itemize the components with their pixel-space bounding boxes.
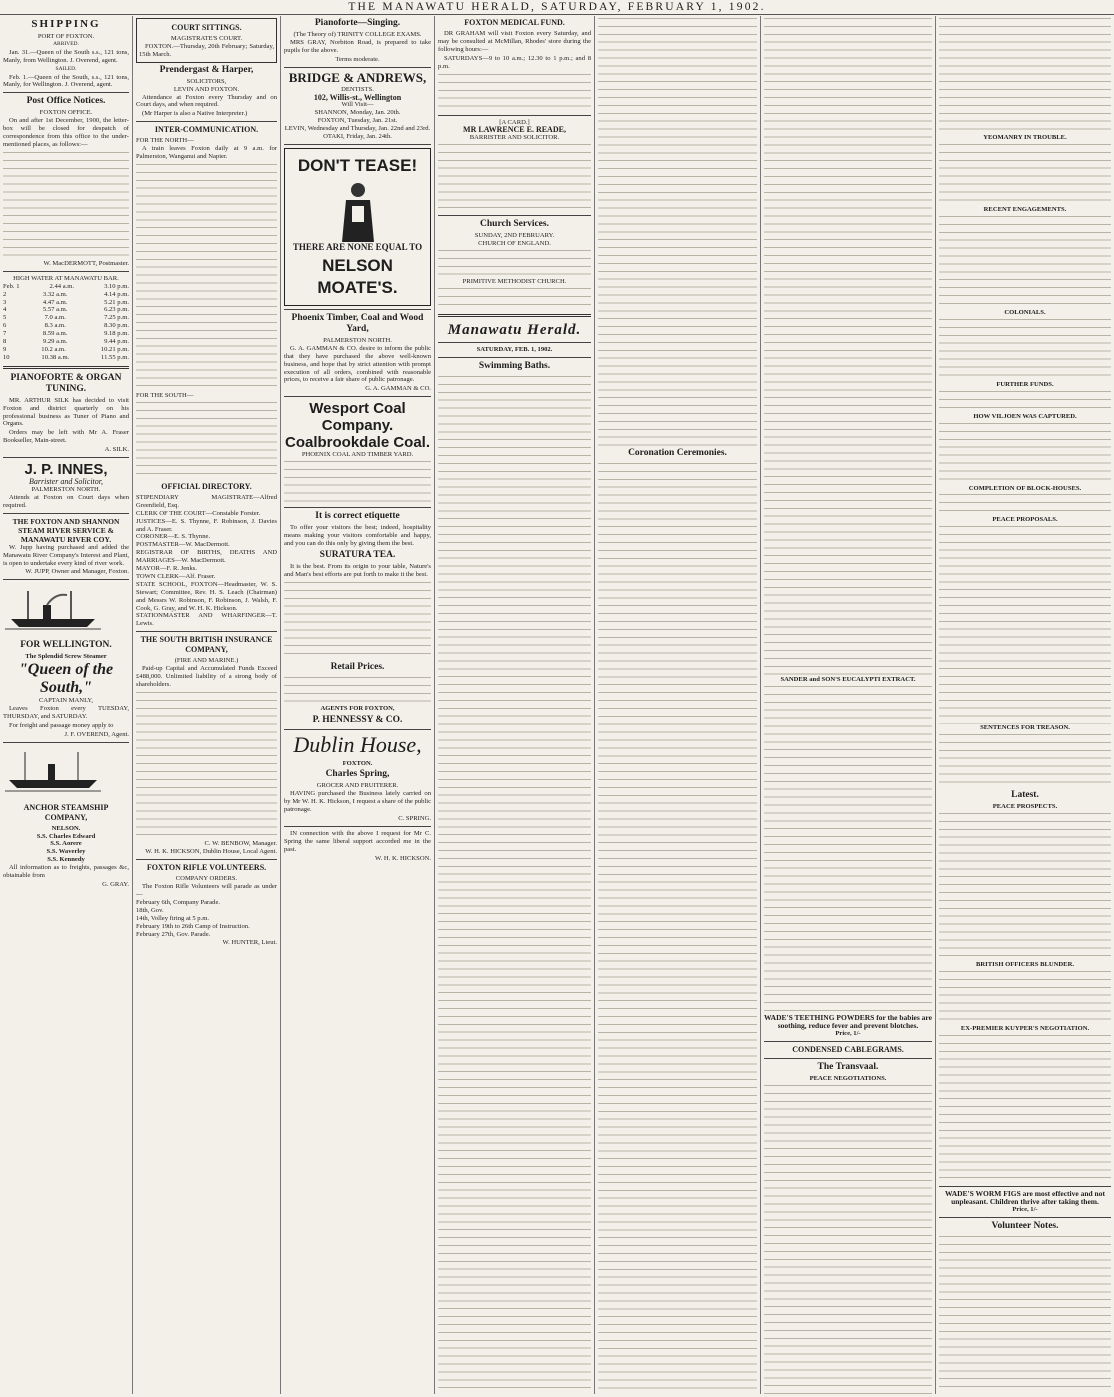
prendergast-heading: Prendergast & Harper, <box>159 64 254 75</box>
visit-entry: FOXTON, Tuesday, Jan. 21st. <box>317 117 398 125</box>
herald-date: SATURDAY, FEB. 1, 1902. <box>476 345 553 353</box>
tide-row <box>3 346 129 354</box>
tide-cell: 9.18 p.m. <box>104 330 129 338</box>
tide-row <box>3 338 129 346</box>
body-text-lines <box>764 16 932 676</box>
tide-cell: 5.21 p.m. <box>104 298 129 306</box>
innes-role: Barrister and Solicitor, <box>28 477 103 487</box>
sentences-heading: SENTENCES FOR TREASON. <box>980 724 1070 732</box>
bridge-andrews-heading: BRIDGE & ANDREWS, <box>288 69 427 85</box>
body-text-lines <box>939 732 1111 788</box>
ship-name: S.S. Kennedy <box>47 856 85 864</box>
tide-cell: 2.44 a.m. <box>49 282 75 290</box>
steam-service-text: W. Jupp having purchased and added the Manawatu River Company's Interest and Plant, is open to undertake every kind of river work. <box>3 543 129 567</box>
pianoforte-text: MRS GRAY, Norbiton Road, is prepared to take pupils for the above. <box>284 38 431 54</box>
card-label: [A CARD.] <box>499 118 530 126</box>
volunteer-notes-heading: Volunteer Notes. <box>991 1220 1059 1231</box>
steam-service-heading: THE FOXTON AND SHANNON STEAM RIVER SERVICE & MANAWATU RIVER COY. <box>12 516 120 544</box>
body-text-lines <box>939 389 1111 413</box>
visit-entry: LEVIN, Wednesday and Thursday, Jan. 22nd and 23rd. <box>284 125 431 133</box>
innes-place: PALMERSTON NORTH. <box>31 486 101 493</box>
dublin-house-heading: Dublin House, <box>293 731 422 757</box>
rifle-volunteers-heading: FOXTON RIFLE VOLUNTEERS. <box>146 862 267 872</box>
agents-label: AGENTS FOR FOXTON, <box>320 704 395 712</box>
viljoen-heading: HOW VILJOEN WAS CAPTURED. <box>973 412 1077 420</box>
column-2 <box>133 16 280 1394</box>
etiquette-text: To offer your visitors the best; indeed, hospitality means making your visitors comfortable and happy, and you can do this only by giving them the best. <box>284 524 431 547</box>
steamship-illustration <box>3 587 103 631</box>
body-text-lines <box>284 580 431 660</box>
insurance-heading: THE SOUTH BRITISH INSURANCE COMPANY, <box>140 635 273 655</box>
tide-cell: 3.10 p.m. <box>104 282 129 290</box>
queen-of-the-south: "Queen of the South," <box>18 661 114 697</box>
tide-cell: 10 <box>3 353 10 361</box>
body-text-lines <box>438 374 591 1394</box>
steamer-label: The Splendid Screw Steamer <box>25 653 107 661</box>
body-text-lines <box>284 459 431 504</box>
page-masthead: THE MANAWATU HERALD, SATURDAY, FEBRUARY 1, 1902. <box>0 0 1114 15</box>
nelson-moate-title: NELSON MOATE'S. <box>317 255 398 297</box>
wade-price: Price, 1/- <box>835 1029 861 1037</box>
peace-prospects-heading: PEACE PROSPECTS. <box>992 803 1058 811</box>
tide-row <box>3 322 129 330</box>
figure-illustration <box>336 180 380 244</box>
tide-row <box>3 314 129 322</box>
column-1 <box>0 16 132 1394</box>
official-directory-heading: OFFICIAL DIRECTORY. <box>161 481 252 491</box>
church-date: SUNDAY, 2ND FEBRUARY. <box>474 232 555 240</box>
tide-row <box>3 330 129 338</box>
inter-communication-heading: INTER-COMMUNICATION. <box>154 125 259 135</box>
south-label: FOR THE SOUTH— <box>136 391 194 399</box>
body-text-lines <box>764 684 932 1014</box>
column-3 <box>281 16 434 1394</box>
directory-entry: STIPENDIARY MAGISTRATE—Alfred Greenfield, Esq. <box>136 493 277 509</box>
prendergast-place: LEVIN AND FOXTON. <box>173 85 240 93</box>
tide-row <box>3 354 129 362</box>
swimming-baths-heading: Swimming Baths. <box>478 360 551 371</box>
body-text-lines <box>939 1234 1111 1394</box>
body-text-lines <box>136 400 277 480</box>
tide-table <box>3 283 129 362</box>
dont-tease-title: DON'T TEASE! <box>297 155 418 175</box>
none-equal-text: THERE ARE NONE EQUAL TO <box>292 241 423 252</box>
colonials-heading: COLONIALS. <box>1004 308 1046 316</box>
wesport-heading: Wesport Coal Company. <box>309 400 406 435</box>
bridge-address: 102, Willis-st., Wellington <box>313 92 402 102</box>
will-visit-label: Will Visit— <box>341 101 374 109</box>
tide-cell: 5 <box>3 314 7 322</box>
column-7 <box>936 16 1114 1394</box>
dentists-label: DENTISTS. <box>341 85 374 93</box>
hunter-sign: W. HUNTER, Lieut. <box>222 938 277 946</box>
north-text: A train leaves Foxton daily at 9 a.m. for Palmerston, Wanganui and Napier. <box>136 145 277 161</box>
tide-cell: 7 <box>3 330 7 338</box>
body-text-lines <box>598 461 757 1394</box>
sailing-schedule: Leaves Foxton every TUESDAY, THURSDAY, and SATURDAY. <box>3 705 129 720</box>
tide-cell: 9 <box>3 345 7 353</box>
cablegrams-heading: CONDENSED CABLEGRAMS. <box>792 1044 904 1054</box>
body-text-lines <box>939 16 1111 134</box>
tide-cell: 8.59 a.m. <box>42 330 68 338</box>
prendergast-note: (Mr Harper is also a Native Interpreter.) <box>142 110 248 118</box>
pianoforte-singing-heading: Pianoforte—Singing. <box>314 18 401 28</box>
body-text-lines <box>136 162 277 392</box>
tide-cell: 3.32 a.m. <box>42 290 68 298</box>
suratura-text: It is the best. From its origin to your table, Nature's and Man's best efforts are put forth to make it the best. <box>284 562 431 578</box>
innes-text: Attends at Foxton on Court days when required. <box>3 493 129 509</box>
piano-tuning-heading: PIANOFORTE & ORGAN TUNING. <box>10 372 122 394</box>
north-label: FOR THE NORTH— <box>136 137 194 145</box>
spring-trade: GROCER AND FRUITERER. <box>316 782 399 790</box>
body-text-lines <box>438 286 591 310</box>
hennessy-label: P. HENNESSY & CO. <box>312 714 403 725</box>
innes-name: J. P. INNES, <box>24 461 108 479</box>
phoenix-text: G. A. GAMMAN & CO. desire to inform the public that they have purchased the above well-known business, and hope that by strict attention with prompt execution of all orders, combined with reasonable prices, to receive a fair share of public patronage. <box>284 344 431 384</box>
hickson-sign: W. H. K. HICKSON. <box>375 854 431 862</box>
tide-cell: 8.3 a.m. <box>44 322 66 330</box>
for-wellington-heading: FOR WELLINGTON. <box>20 640 112 651</box>
port-label: PORT OF FOXTON. <box>37 33 95 40</box>
yeomanry-heading: YEOMANRY IN TROUBLE. <box>983 134 1067 141</box>
anchor-text: All information as to freights, passages &c, obtainable from <box>3 864 129 880</box>
rifle-date: February 6th, Company Parade. <box>136 899 221 907</box>
directory-entry: TOWN CLERK—Alf. Fraser. <box>136 572 216 580</box>
body-text-lines <box>136 690 277 840</box>
directory-entry: CORONER—E. S. Thynne. <box>136 533 211 541</box>
tide-cell: 11.55 p.m. <box>101 353 129 361</box>
body-text-lines <box>939 214 1111 309</box>
tide-cell: 5.57 a.m. <box>42 306 68 314</box>
tide-cell: 3 <box>3 298 7 306</box>
post-office-text: On and after 1st December, 1900, the letter-box will be closed for despatch of correspondence from this office to the under-mentioned places, as follows:— <box>3 117 129 148</box>
freight-text: For freight and passage money apply to <box>9 721 114 729</box>
insurance-manager: C. W. BENBOW, Manager. <box>204 839 277 847</box>
tide-cell: 6 <box>3 322 7 330</box>
rifle-date: 18th, Gov. <box>136 907 164 915</box>
peace-negotiations-heading: PEACE NEGOTIATIONS. <box>809 1074 887 1082</box>
sanders-heading: SANDER and SON'S EUCALYPTI EXTRACT. <box>780 676 916 683</box>
tide-cell: 2 <box>3 290 7 298</box>
reade-role: BARRISTER AND SOLICITOR. <box>469 134 560 142</box>
insurance-sub: (FIRE AND MARINE.) <box>174 657 239 665</box>
rifle-date: February 19th to 26th Camp of Instruction. <box>136 923 250 931</box>
directory-entry: MAYOR—F. R. Jenks. <box>136 565 197 573</box>
court-sub: MAGISTRATE'S COURT. <box>170 35 243 42</box>
ship-name: S.S. Waverley <box>46 848 86 856</box>
tide-cell: 7.25 p.m. <box>104 314 129 322</box>
body-text-lines <box>939 969 1111 1025</box>
overend-sign: J. F. OVEREND, Agent. <box>64 730 129 738</box>
rifle-date: 14th, Volley firing at 5 p.m. <box>136 915 210 923</box>
spring-sign: C. SPRING. <box>398 815 431 823</box>
column-5 <box>595 16 760 1394</box>
ship-name: S.S. Aorere <box>50 840 82 848</box>
reade-name: MR LAWRENCE E. READE, <box>463 125 566 135</box>
wade-teething-ad: WADE'S TEETHING POWDERS for the babies are soothing, reduce fever and prevent blotches. <box>764 1012 932 1030</box>
pianoforte-sub: (The Theory of) TRINITY COLLEGE EXAMS. <box>293 31 422 38</box>
visit-list <box>284 109 431 141</box>
arrived-label: ARRIVED. <box>53 40 79 47</box>
terms-label: Terms moderate. <box>335 55 380 63</box>
body-text-lines <box>438 142 591 212</box>
piano-tuning-order: Orders may be left with Mr A. Fraser Bookseller, Main-street. <box>3 429 129 445</box>
retail-prices-heading: Retail Prices. <box>330 661 385 672</box>
hickson-text: IN connection with the above I request for Mr C. Spring the same liberal support accorded me in the past. <box>284 830 431 853</box>
tide-row <box>3 306 129 314</box>
visit-entry: OTAKI, Friday, Jan. 24th. <box>323 133 392 141</box>
tide-row <box>3 283 129 291</box>
body-text-lines <box>3 150 129 260</box>
further-funds-heading: FURTHER FUNDS. <box>996 380 1054 388</box>
tide-cell: Feb. 1 <box>3 282 20 290</box>
transvaal-heading: The Transvaal. <box>817 1061 879 1072</box>
tide-cell: 8 <box>3 338 7 346</box>
worm-figs-ad: WADE'S WORM FIGS are most effective and not unpleasant. Children thrive after taking them. <box>945 1188 1105 1206</box>
body-text-lines <box>939 524 1111 724</box>
anchor-company-heading: ANCHOR STEAMSHIP COMPANY, <box>23 802 109 822</box>
insurance-text: Paid-up Capital and Accumulated Funds Exceed £488,000. Unlimited liability of a strong body of shareholders. <box>136 665 277 688</box>
arrived-entry: Jan. 31.—Queen of the South s.s., 121 tons, Manly, from Wellington. J. Overend, agent. <box>3 48 129 64</box>
rifle-dates-list <box>136 899 277 939</box>
ship-list <box>3 833 129 865</box>
suratura-heading: SURATURA TEA. <box>319 549 396 560</box>
recent-engagements-heading: RECENT ENGAGEMENTS. <box>983 205 1067 213</box>
church-of-england: CHURCH OF ENGLAND. <box>478 240 551 248</box>
tide-cell: 7.0 a.m. <box>44 314 66 322</box>
directory-entry: JUSTICES—E. S. Thynne, F. Robinson, J. Davies and A. Fraser. <box>136 517 277 533</box>
directory-entry: REGISTRAR OF BIRTHS, DEATHS AND MARRIAGES—W. MacDermott. <box>136 549 277 565</box>
graham-hours: SATURDAYS—9 to 10 a.m.; 12.30 to 1 p.m.; and 8 p.m. <box>438 54 591 70</box>
blockhouses-heading: COMPLETION OF BLOCK-HOUSES. <box>968 484 1082 492</box>
nelson-label: NELSON. <box>51 824 81 832</box>
body-text-lines <box>939 811 1111 961</box>
court-text: FOXTON.—Thursday, 20th February; Saturday, 15th March. <box>139 42 274 58</box>
body-text-lines <box>939 421 1111 485</box>
rifle-orders-sub: COMPANY ORDERS. <box>175 874 238 882</box>
ship-name: S.S. Charles Edward <box>36 832 96 840</box>
tide-cell: 4.14 p.m. <box>104 290 129 298</box>
primitive-methodist: PRIMITIVE METHODIST CHURCH. <box>462 278 567 286</box>
graham-text: DR GRAHAM will visit Foxton every Saturday, and may be consulted at McMillan, Rhodes' store during the following hours:— <box>438 30 591 53</box>
kuyper-heading: EX-PREMIER KUYPER'S NEGOTIATION. <box>960 1025 1090 1033</box>
body-text-lines <box>438 72 591 112</box>
etiquette-heading: It is correct etiquette <box>315 511 400 522</box>
phoenix-place: PALMERSTON NORTH. <box>323 336 392 344</box>
body-text-lines <box>284 675 431 705</box>
tide-row <box>3 291 129 299</box>
body-text-lines <box>764 1083 932 1394</box>
worm-price: Price, 1/- <box>1012 1205 1038 1213</box>
tide-cell: 4 <box>3 306 7 314</box>
steam-service-sign: W. JUPP, Owner and Manager, Foxton. <box>25 568 129 576</box>
piano-tuning-text: MR. ARTHUR SILK has decided to visit Foxton and district quarterly on his professional business as Tuner of Piano and Organs. <box>3 396 129 428</box>
tide-cell: 10.2 a.m. <box>41 345 66 353</box>
rifle-orders-text: The Foxton Rifle Volunteers will parade as under— <box>136 882 277 898</box>
tide-cell: 4.47 a.m. <box>42 298 68 306</box>
column-6 <box>761 16 935 1394</box>
body-text-lines <box>598 16 757 446</box>
directory-entry: POSTMASTER—W. MacDermott. <box>136 541 230 549</box>
prendergast-text: Attendance at Foxton every Thursday and on Court days, and when required. <box>136 93 277 109</box>
herald-nameplate: Manawatu Herald. <box>447 321 582 338</box>
tide-heading: HIGH WATER AT MANAWATU BAR. <box>13 274 119 282</box>
prendergast-sub: SOLICITORS, <box>186 77 227 85</box>
body-text-lines <box>939 317 1111 381</box>
officers-blunder-heading: BRITISH OFFICERS BLUNDER. <box>975 961 1074 969</box>
phoenix-yard-label: PHOENIX COAL AND TIMBER YARD. <box>301 451 414 459</box>
body-text-lines <box>438 248 591 278</box>
anchor-ship-illustration <box>3 750 103 794</box>
rifle-date: February 27th, Gov. Parade. <box>136 931 211 939</box>
captain-label: CAPTAIN MANLY, <box>38 697 93 705</box>
spring-text: HAVING purchased the Business lately carried on by Mr W. H. K. Hickson, I request a share of the public patronage. <box>284 790 431 814</box>
coronation-heading: Coronation Ceremonies. <box>628 448 727 458</box>
tide-cell: 10.38 a.m. <box>41 353 70 361</box>
phoenix-sign: G. A. GAMMAN & CO. <box>365 385 431 393</box>
directory-entry: STATE SCHOOL, FOXTON—Headmaster, W. S. Stewart; Committee, Rev. H. S. Leach (Chairman) and Messrs W. Robinson, F. Robinson, J. Walsh, F. Cook, G. Gray, and W. H. K. Hickson. <box>136 580 277 612</box>
sailed-entry: Feb. 1.—Queen of the South, s.s., 121 tons, Manly, for Wellington. J. Overend, agent. <box>3 73 129 89</box>
directory-entry: CLERK OF THE COURT—Constable Forster. <box>136 509 261 517</box>
visit-entry: SHANNON, Monday, Jan. 20th. <box>314 109 401 117</box>
body-text-lines <box>939 1033 1111 1183</box>
medical-fund-heading: FOXTON MEDICAL FUND. <box>464 18 565 27</box>
phoenix-heading: Phoenix Timber, Coal and Wood Yard, <box>291 312 424 334</box>
church-services-heading: Church Services. <box>480 219 549 230</box>
tide-cell: 9.29 a.m. <box>42 338 68 346</box>
directory-entry: STATIONMASTER AND WHARFINGER—T. Lewis. <box>136 612 277 628</box>
tide-cell: 9.44 p.m. <box>104 338 129 346</box>
tide-cell: 8.30 p.m. <box>104 322 129 330</box>
tide-row <box>3 299 129 307</box>
moate-ad <box>284 148 431 306</box>
post-office-sub: FOXTON OFFICE. <box>39 109 93 117</box>
insurance-agent: W. H. K. HICKSON, Dublin House, Local Agent. <box>145 847 277 855</box>
body-text-lines <box>939 142 1111 206</box>
charles-spring-heading: Charles Spring, <box>325 769 390 780</box>
post-office-sign: W. MacDERMOTT, Postmaster. <box>43 259 129 267</box>
latest-heading: Latest. <box>1011 790 1039 801</box>
gray-sign: G. GRAY. <box>102 880 129 888</box>
official-directory-list <box>136 494 277 628</box>
court-heading: COURT SITTINGS. <box>171 23 242 32</box>
post-office-heading: Post Office Notices. <box>26 96 106 107</box>
peace-proposals-heading: PEACE PROPOSALS. <box>992 516 1058 524</box>
sailed-label: SAILED. <box>55 65 77 72</box>
coalbrookdale-heading: Coalbrookdale Coal. <box>284 434 431 452</box>
dublin-place: FOXTON. <box>342 759 373 767</box>
tide-cell: 6.23 p.m. <box>104 306 129 314</box>
tide-cell: 10.21 p.m. <box>100 345 129 353</box>
shipping-heading: SHIPPING <box>31 18 101 30</box>
body-text-lines <box>939 492 1111 516</box>
piano-tuning-sign: A. SILK. <box>104 446 129 454</box>
column-4 <box>435 16 594 1394</box>
